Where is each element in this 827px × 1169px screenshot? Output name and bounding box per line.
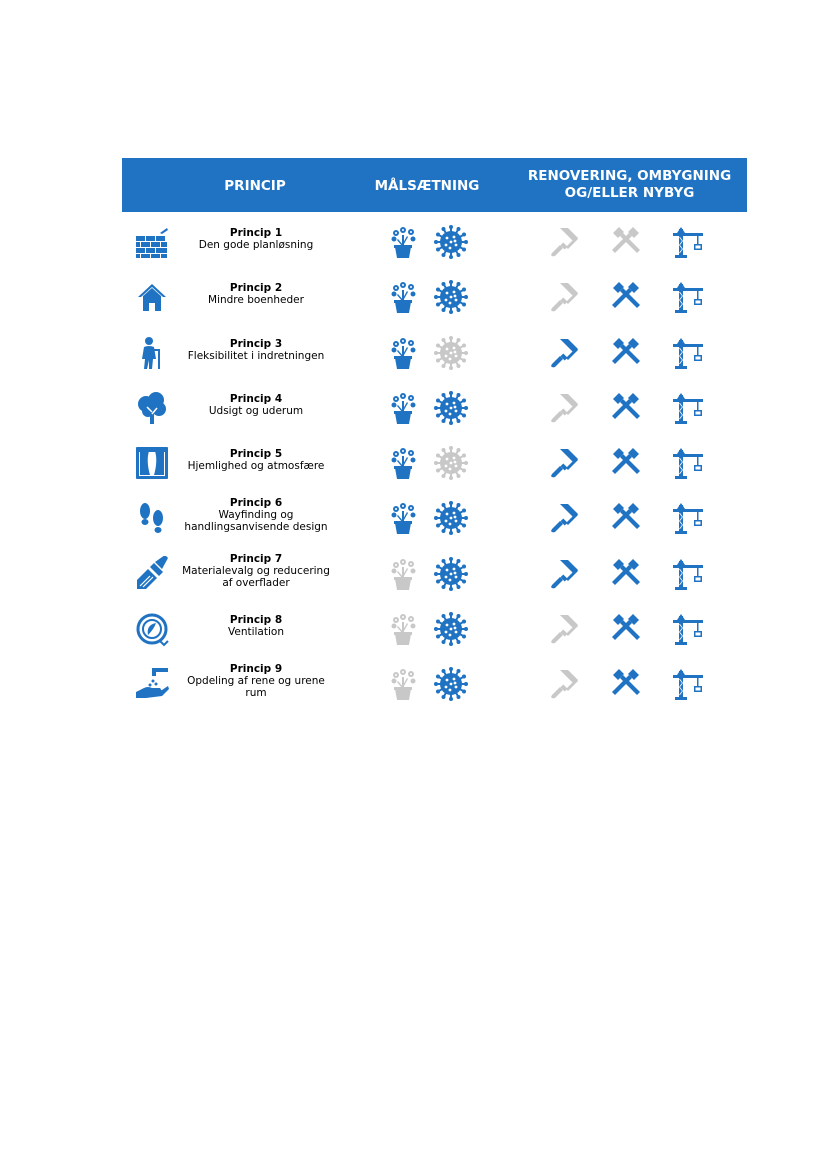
principles-table: [122, 158, 747, 710]
plant-icon: [386, 391, 420, 425]
table-header: [122, 158, 747, 212]
house-icon: [134, 279, 170, 315]
crossed-hammers-icon: [609, 501, 643, 535]
ventilation-icon: [134, 611, 170, 647]
princip-text: [180, 497, 332, 533]
crane-icon: [671, 280, 705, 314]
crossed-hammers-icon: [609, 225, 643, 259]
princip-title: Princip 4: [229, 392, 283, 405]
princip-title: Princip 8: [229, 614, 283, 627]
plant-icon: [386, 225, 420, 259]
table-row: [122, 267, 747, 322]
crossed-hammers-icon: [609, 446, 643, 480]
paint-roller-icon: [546, 446, 580, 480]
crossed-hammers-icon: [609, 612, 643, 646]
princip-title: Princip 9: [229, 663, 283, 676]
princip-text: [180, 663, 332, 699]
princip-text: [180, 614, 332, 638]
crossed-hammers-icon: [609, 336, 643, 370]
plant-icon: [386, 336, 420, 370]
virus-icon: [434, 225, 468, 259]
princip-description-cont: rum: [245, 687, 267, 700]
princip-title: Princip 6: [229, 497, 283, 510]
window-curtains-icon: [134, 445, 170, 481]
paint-roller-icon: [546, 391, 580, 425]
princip-title: Princip 7: [229, 552, 283, 565]
footprints-icon: [134, 500, 170, 536]
princip-description: Opdeling af rene og urene: [187, 675, 325, 688]
crane-icon: [671, 557, 705, 591]
table-row: [122, 654, 747, 709]
header-renovering-line1: RENOVERING, OMBYGNING: [527, 168, 732, 184]
princip-text: [180, 553, 332, 589]
virus-icon: [434, 557, 468, 591]
princip-description-cont: handlingsanvisende design: [184, 521, 328, 534]
paint-roller-icon: [546, 280, 580, 314]
paint-roller-icon: [546, 225, 580, 259]
crossed-hammers-icon: [609, 557, 643, 591]
princip-description-cont: af overflader: [222, 576, 290, 589]
crane-icon: [671, 501, 705, 535]
table-body: [122, 212, 747, 710]
header-maalsaetning: MÅLSÆTNING: [374, 178, 480, 194]
princip-description: Fleksibilitet i indretningen: [187, 349, 325, 362]
princip-description: Mindre boenheder: [208, 294, 304, 307]
table-row: [122, 323, 747, 378]
virus-icon: [434, 446, 468, 480]
crane-icon: [671, 336, 705, 370]
princip-description: Materialevalg og reducering: [182, 564, 330, 577]
crane-icon: [671, 446, 705, 480]
princip-text: [180, 282, 332, 306]
table-row: [122, 378, 747, 433]
virus-icon: [434, 612, 468, 646]
virus-icon: [434, 501, 468, 535]
princip-description: Wayfinding og: [218, 509, 294, 522]
header-renovering: [512, 168, 747, 202]
plant-icon: [386, 667, 420, 701]
virus-icon: [434, 391, 468, 425]
crane-icon: [671, 667, 705, 701]
paint-roller-icon: [546, 557, 580, 591]
plant-icon: [386, 501, 420, 535]
plant-icon: [386, 280, 420, 314]
princip-title: Princip 3: [229, 337, 283, 350]
princip-text: [180, 338, 332, 362]
table-row: [122, 599, 747, 654]
tree-icon: [134, 390, 170, 426]
princip-text: [180, 393, 332, 417]
crane-icon: [671, 612, 705, 646]
plant-icon: [386, 557, 420, 591]
princip-title: Princip 1: [229, 227, 283, 239]
plant-icon: [386, 446, 420, 480]
princip-description: Udsigt og uderum: [208, 404, 304, 417]
paintbrush-icon: [134, 556, 170, 592]
paint-roller-icon: [546, 612, 580, 646]
princip-description: Den gode planløsning: [198, 239, 314, 251]
table-row: [122, 488, 747, 543]
table-row: [122, 212, 747, 267]
header-princip: PRINCIP: [224, 178, 286, 194]
paint-roller-icon: [546, 667, 580, 701]
paint-roller-icon: [546, 336, 580, 370]
header-renovering-line2: OG/ELLER NYBYG: [564, 185, 695, 201]
princip-description: Hjemlighed og atmosfære: [187, 460, 325, 473]
princip-description: Ventilation: [228, 626, 284, 639]
crane-icon: [671, 391, 705, 425]
virus-icon: [434, 280, 468, 314]
crane-icon: [671, 225, 705, 259]
crossed-hammers-icon: [609, 280, 643, 314]
princip-text: [180, 448, 332, 472]
princip-title: Princip 5: [229, 448, 283, 461]
princip-title: Princip 2: [229, 282, 283, 295]
virus-icon: [434, 336, 468, 370]
crossed-hammers-icon: [609, 667, 643, 701]
elderly-person-icon: [134, 335, 170, 371]
table-row: [122, 433, 747, 488]
virus-icon: [434, 667, 468, 701]
paint-roller-icon: [546, 501, 580, 535]
table-row: [122, 544, 747, 599]
brick-wall-icon: [134, 224, 170, 260]
princip-text: [180, 227, 332, 251]
hand-washing-icon: [134, 666, 170, 702]
crossed-hammers-icon: [609, 391, 643, 425]
plant-icon: [386, 612, 420, 646]
